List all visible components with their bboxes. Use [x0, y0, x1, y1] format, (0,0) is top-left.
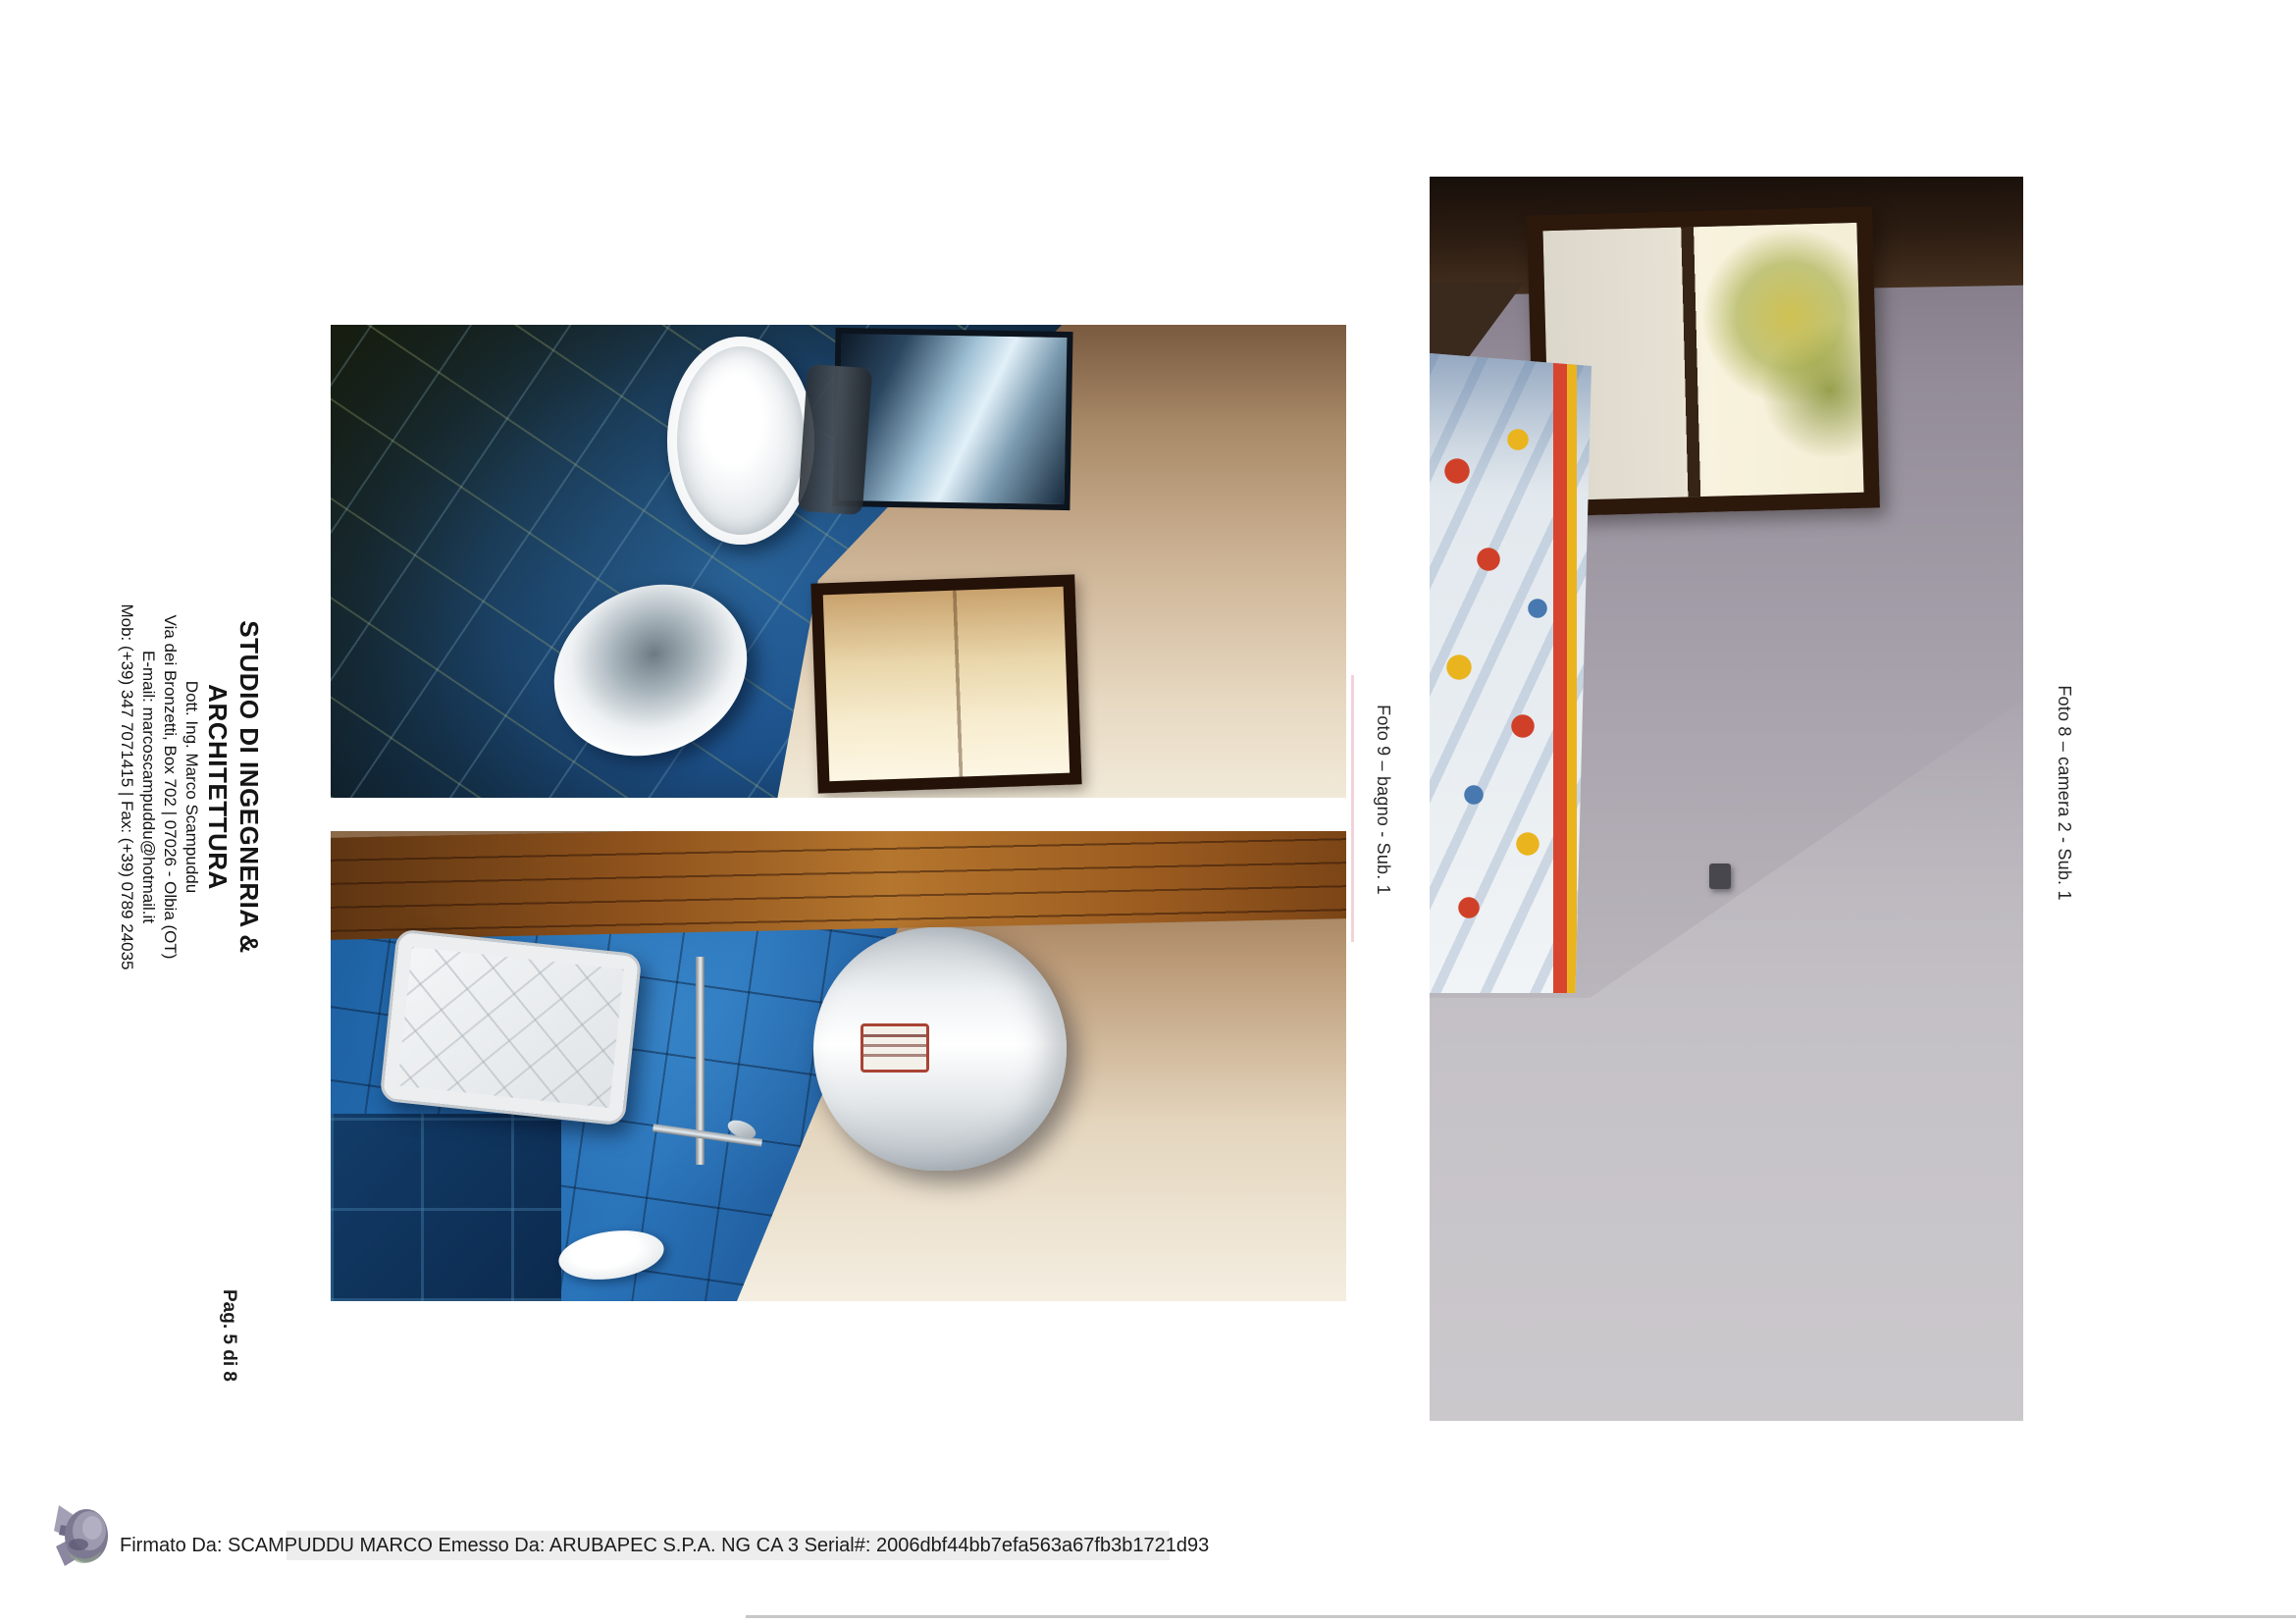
page-number-label: Pag. 5 di 8	[219, 1289, 239, 1382]
photo-shower-tray	[379, 928, 642, 1126]
photo-bagno-window	[810, 574, 1081, 793]
photo-bagno-toilet-bowl	[667, 337, 814, 545]
letterhead-subtitle: Dott. Ing. Marco Scampuddu	[183, 680, 201, 894]
letterhead-email: E-mail: marcoscampuddu@hotmail.it	[139, 650, 158, 924]
photo-shower-dark-tiles	[331, 1114, 561, 1301]
caption-foto9: Foto 9 – bagno - Sub. 1	[1374, 705, 1393, 895]
rosette-seal-icon	[49, 1501, 110, 1570]
photo-water-heater	[813, 927, 1067, 1171]
photo-camera2-socket	[1709, 864, 1731, 889]
photo-bagno-shower	[331, 831, 1346, 1301]
letterhead-address: Via dei Bronzetti, Box 702 | 07026 - Olbia (OT)	[161, 614, 180, 960]
letterhead	[118, 532, 265, 1042]
photo-camera2-bed-duvet	[1430, 353, 1592, 993]
caption-foto8: Foto 8 – camera 2 - Sub. 1	[2055, 685, 2074, 901]
photo-bagno-cistern	[798, 364, 872, 515]
letterhead-title: STUDIO DI INGEGNERIA & ARCHITETTURA	[203, 620, 264, 954]
photo-shower-wood-beam	[331, 831, 1346, 940]
scan-artifact-bottom-line	[746, 1615, 2296, 1618]
scan-artifact-pink-line	[1351, 675, 1354, 942]
photo-water-heater-label	[861, 1023, 929, 1073]
photo-bagno-toilet	[331, 325, 1346, 798]
photo-camera2	[1430, 177, 2023, 1421]
letterhead-phone: Mob: (+39) 347 7071415 | Fax: (+39) 0789 24035	[118, 603, 136, 970]
signature-line: Firmato Da: SCAMPUDDU MARCO Emesso Da: ARUBAPEC S.P.A. NG CA 3 Serial#: 2006dbf44bb7efa563a67fb3b1721d93	[120, 1535, 1210, 1556]
